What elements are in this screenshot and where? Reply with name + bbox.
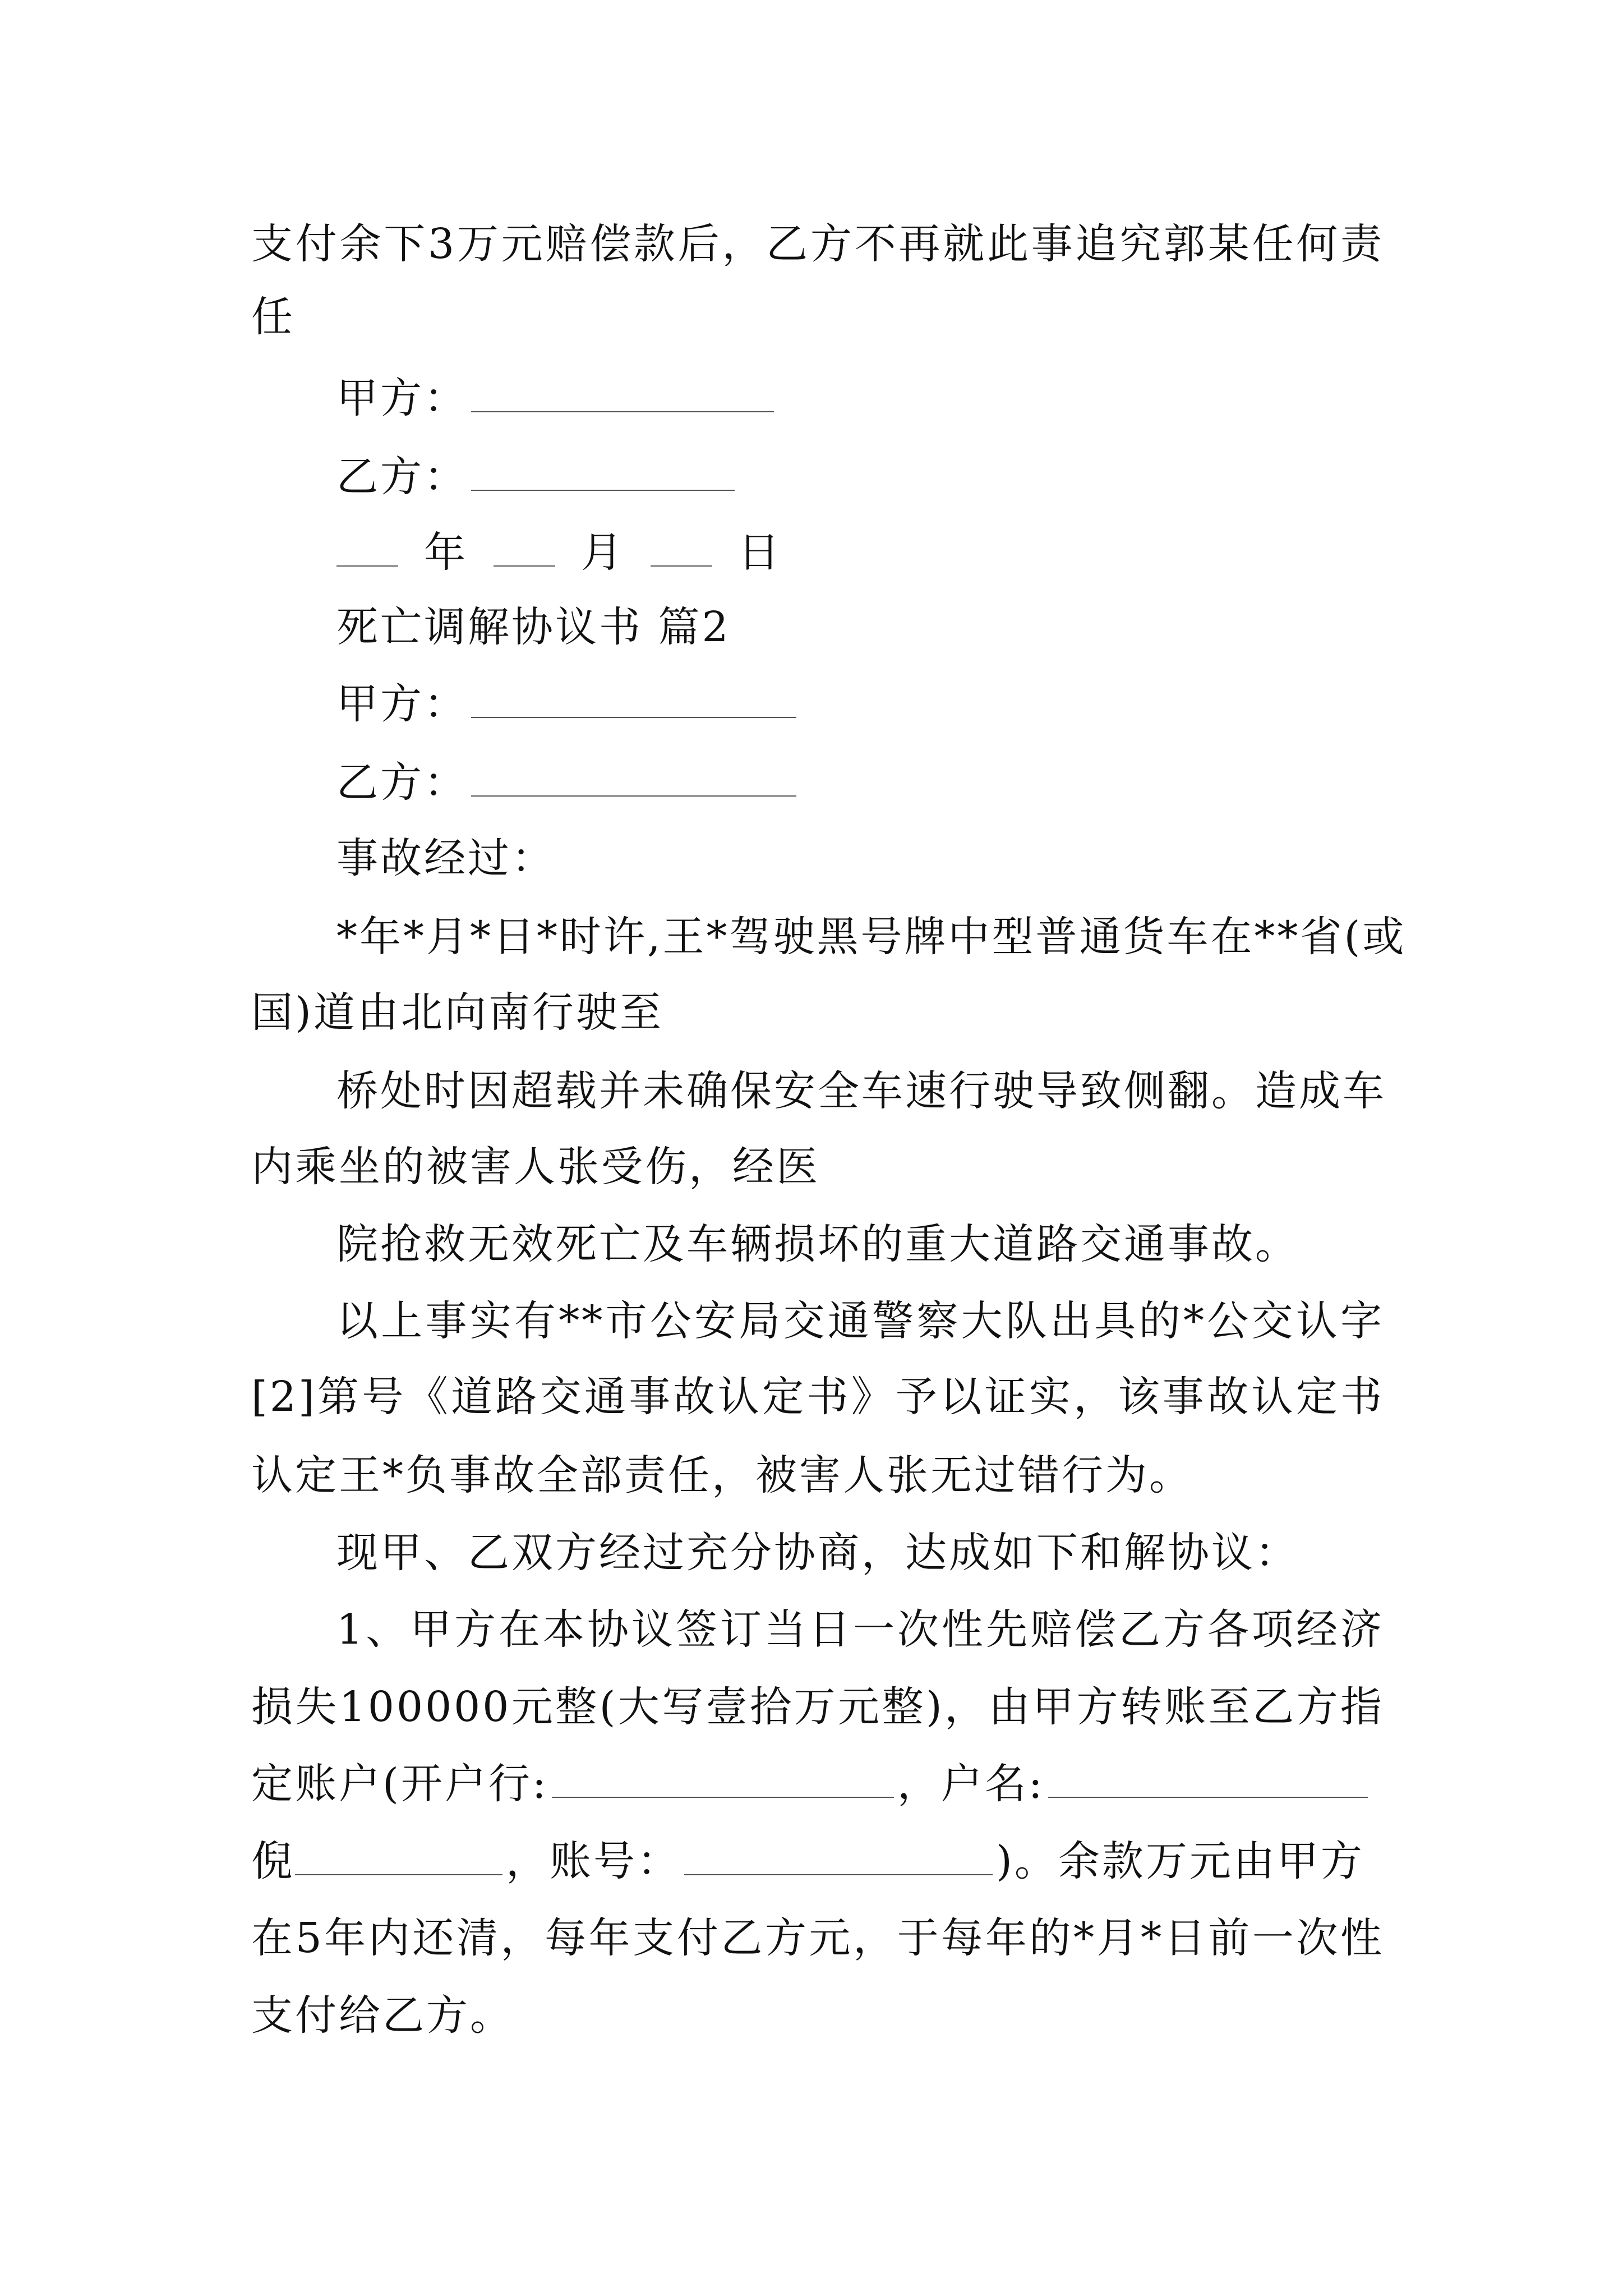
account-name-label: ，户名: [897,1760,1045,1808]
text-line: 在5年内还清，每年支付乙方元，于每年的*月*日前一次性 [251,1914,1384,1962]
section-heading: 死亡调解协议书 篇2 [336,603,731,651]
text-line: [2]第号《道路交通事故认定书》予以证实，该事故认定书 [251,1373,1384,1421]
name-blank [295,1841,502,1875]
name-prefix: 倪 [251,1837,295,1885]
text-line: 现甲、乙双方经过充分协商，达成如下和解协议： [336,1529,1299,1577]
text-line: 以上事实有**市公安局交通警察大队出具的*公交认字 [336,1297,1384,1345]
party-b-label: 乙方： [336,758,468,807]
text-line: 国)道由北向南行驶至 [251,988,663,1037]
text-line: 损失100000元整(大写壹拾万元整)，由甲方转账至乙方指 [251,1683,1384,1731]
date-year-label: 年 [424,528,468,577]
signature-party-a [336,370,777,426]
party-b-label: 乙方： [336,453,468,501]
account-number-line [251,1833,1384,1889]
text-line: 院抢救无效死亡及车辆损坏的重大道路交通事故。 [336,1220,1299,1268]
text-line: 内乘坐的被害人张受伤，经医 [251,1143,820,1191]
party-b-blank [471,762,796,797]
account-line [251,1756,1384,1812]
text-line: 1、甲方在本协议签订当日一次性先赔偿乙方各项经济 [336,1605,1384,1654]
remaining-text: )。余款万元由甲方 [996,1837,1364,1885]
account-number-label: ，账号： [506,1837,681,1885]
party-a-blank [471,683,796,718]
accident-label: 事故经过： [336,834,555,882]
date-day-label: 日 [738,528,782,577]
party-a-label: 甲方： [336,680,468,728]
month-blank [494,532,555,567]
signature-party-b-2 [336,754,800,811]
party-a-label: 甲方： [336,374,468,422]
text-line: 支付给乙方。 [251,1991,514,2040]
bank-blank [552,1763,894,1798]
year-blank [336,532,398,567]
date-line [336,524,782,581]
text-line: 桥处时因超载并未确保安全车速行驶导致侧翻。造成车 [336,1067,1386,1115]
account-number-blank [684,1841,993,1875]
text-line: 任 [251,293,295,341]
bank-label: 定账户(开户行: [251,1760,548,1808]
text-line: 支付余下3万元赔偿款后，乙方不再就此事追究郭某任何责 [251,220,1384,268]
signature-party-b [336,449,738,505]
day-blank [651,532,712,567]
account-name-blank [1048,1763,1368,1798]
party-b-blank [471,456,735,491]
party-a-blank [471,378,774,412]
text-line: 认定王*负事故全部责任，被害人张无过错行为。 [251,1451,1193,1499]
date-month-label: 月 [581,528,625,577]
text-line: *年*月*日*时许,王*驾驶黑号牌中型普通货车在**省(或 [336,913,1407,961]
signature-party-a-2 [336,676,800,732]
